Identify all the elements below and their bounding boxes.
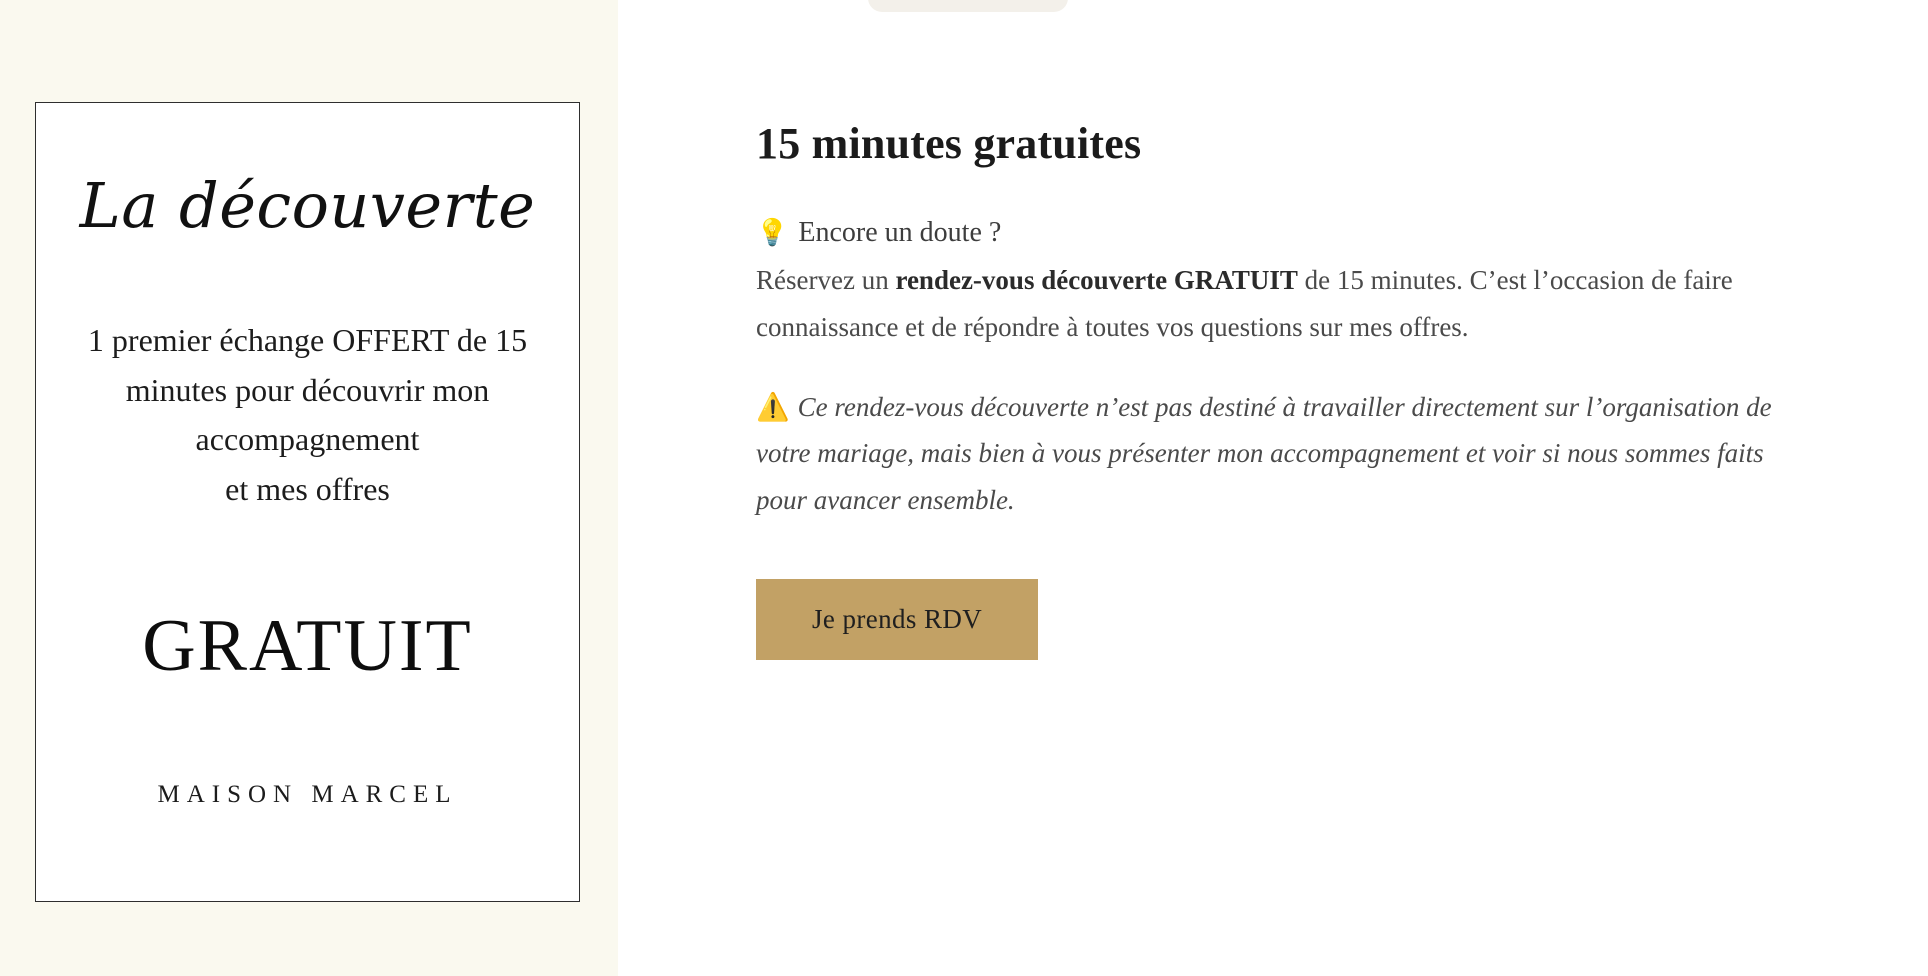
book-appointment-button[interactable]: Je prends RDV: [756, 579, 1038, 660]
offer-card-description-line: 1 premier échange OFFERT de 15: [87, 322, 528, 359]
intro-paragraph: [756, 209, 1786, 350]
page-title: 15 minutes gratuites: [756, 119, 1142, 168]
offer-card-title: La découverte: [79, 169, 536, 242]
offer-card-description-line: accompagnement: [195, 421, 420, 458]
decorative-tab: [868, 0, 1068, 12]
intro-suffix: de 15 minutes. C’est l’occasion de faire connaissance et de répondre à toutes vos questions sur mes offres.: [756, 265, 1733, 342]
intro-lead: Encore un doute ?: [798, 217, 1002, 248]
warning-text: Ce rendez-vous découverte n’est pas destiné à travailler directement sur l’organisation de votre mariage, mais bien à vous présenter mon accompagnement et voir si nous sommes faits pour avancer ensemble.: [756, 392, 1772, 515]
content-panel: [618, 0, 1928, 976]
intro-highlight: rendez-vous découverte GRATUIT: [895, 265, 1298, 296]
intro-prefix: Réservez un: [756, 265, 896, 296]
offer-card-description-line: minutes pour découvrir mon: [125, 371, 490, 408]
lightbulb-icon: 💡: [756, 218, 789, 247]
warning-icon: ⚠️: [756, 392, 790, 423]
offer-card-description: [78, 316, 538, 514]
offer-card-brand: MAISON MARCEL: [157, 781, 458, 809]
offer-card-description-line: et mes offres: [225, 470, 390, 507]
warning-paragraph: [756, 384, 1801, 523]
content-body: [756, 118, 1836, 660]
offer-card: [35, 102, 580, 902]
offer-card-price: GRATUIT: [142, 605, 473, 688]
offer-panel: [0, 0, 618, 976]
